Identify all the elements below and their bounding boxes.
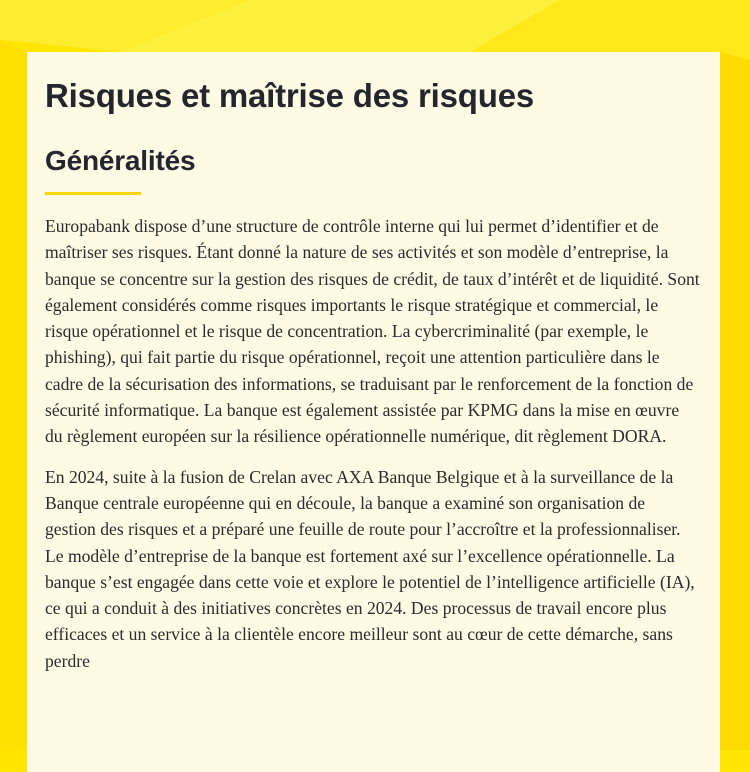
paragraph-1: Europabank dispose d’une structure de contrôle interne qui lui permet d’identifier et de maîtriser ses risques. Étant donné la nature de ses activités et son modèle d’entreprise, la banque se concentre sur la gestion des risques de crédit, de taux d’intérêt et de liquidité. Sont également considérés comme risques importants le risque stratégique et commercial, le risque opérationnel et le risque de concentration. La cybercriminalité (par exemple, le phishing), qui fait partie du risque opérationnel, reçoit une attention particulière dans le cadre de la sécurisation des informations, se traduisant par le renforcement de la fonction de sécurité informatique. La banque est également assistée par KPMG dans la mise en œuvre du règlement européen sur la résilience opérationnelle numérique, dit règlement DORA. xyxy=(45,216,700,447)
article-card xyxy=(27,52,720,772)
section-title-underline xyxy=(45,192,141,195)
paragraph-2: En 2024, suite à la fusion de Crelan avec AXA Banque Belgique et à la surveillance de la Banque centrale européenne qui en découle, la banque a examiné son organisation de gestion des risques et a préparé une feuille de route pour l’accroître et la professionnaliser. Le modèle d’entreprise de la banque est fortement axé sur l’excellence opérationnelle. La banque s’est engagée dans cette voie et explore le potentiel de l’intelligence artificielle (IA), ce qui a conduit à des initiatives concrètes en 2024. Des processus de travail encore plus efficaces et un service à la clientèle encore meilleur sont au cœur de cette démarche, sans perdre xyxy=(45,466,695,671)
page-title: Risques et maîtrise des risques xyxy=(45,77,535,114)
section-title: Généralités xyxy=(45,145,196,176)
